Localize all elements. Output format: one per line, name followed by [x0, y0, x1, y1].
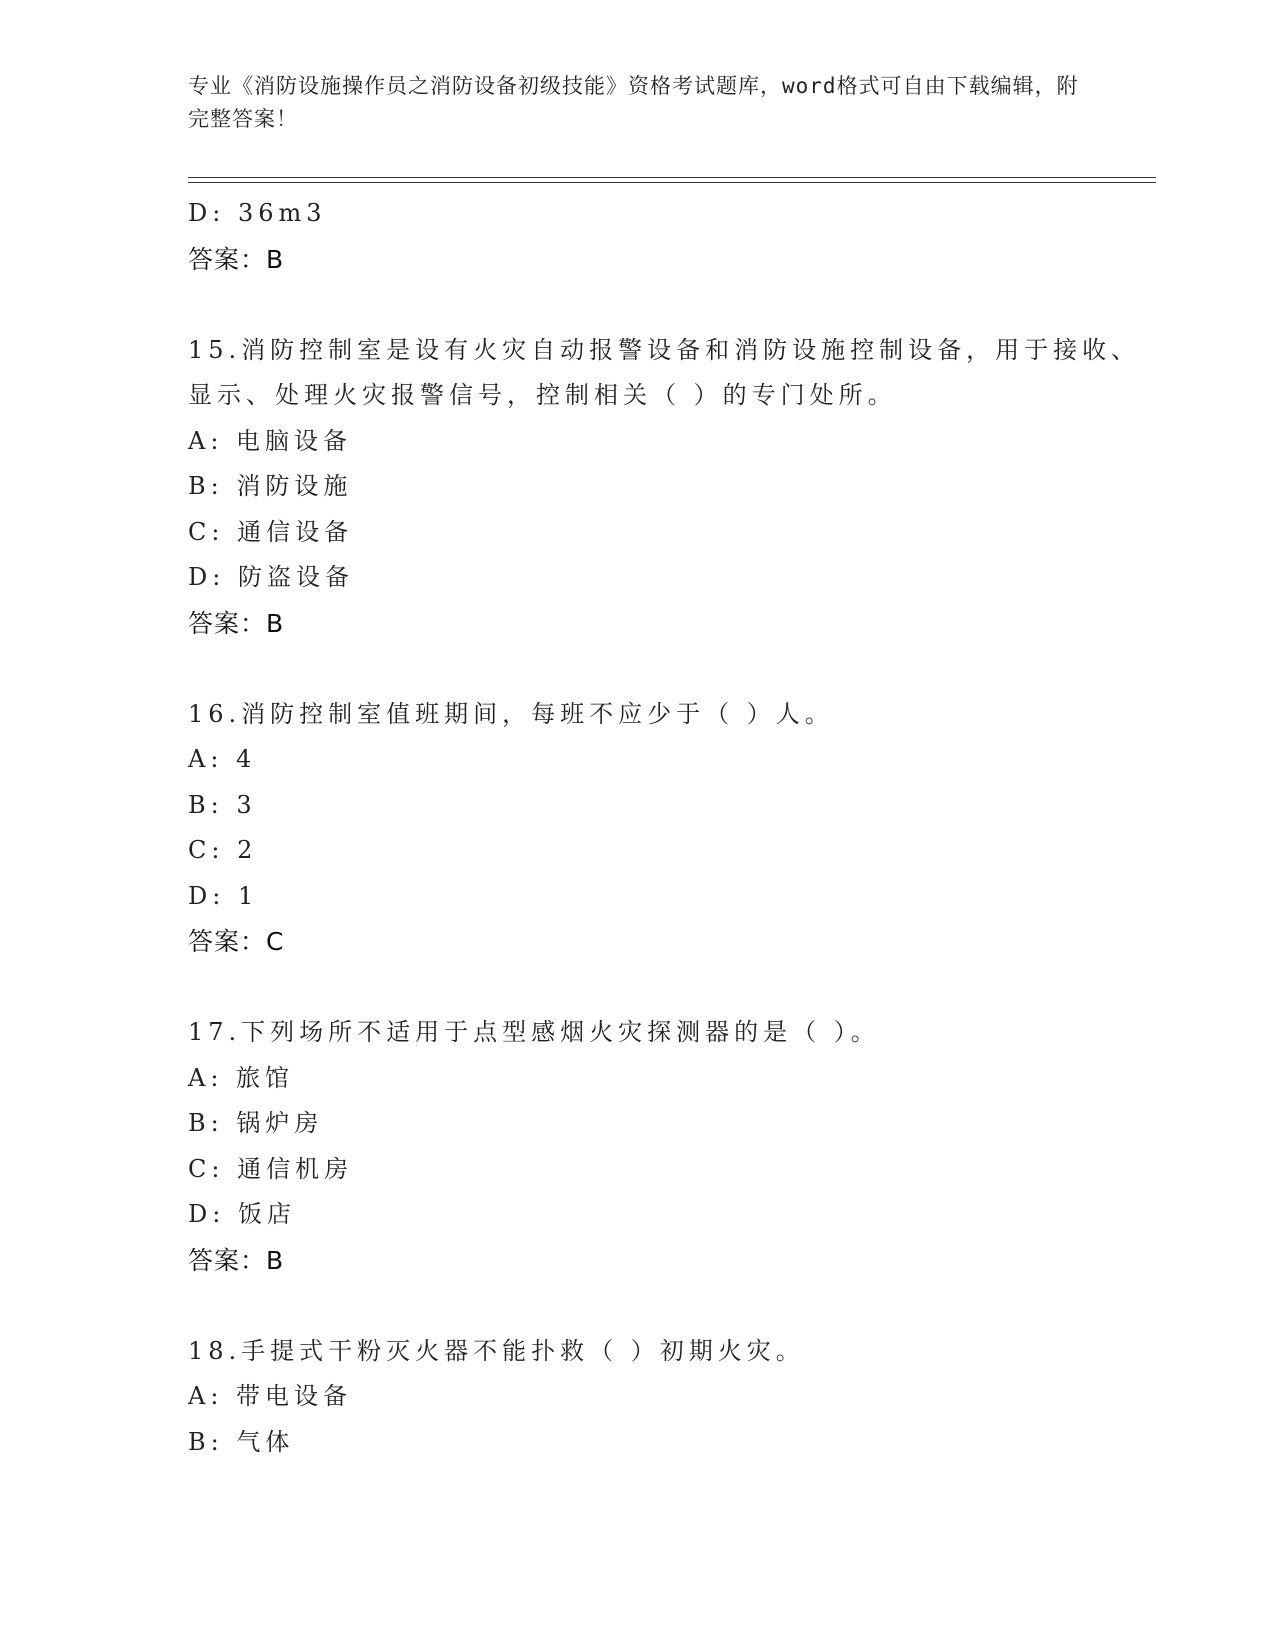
question-17-option-b: B: 锅炉房 — [188, 1109, 324, 1137]
document-header: 专业《消防设施操作员之消防设备初级技能》资格考试题库，word格式可自由下载编辑，附完整答案！ — [188, 74, 1079, 131]
question-17-option-a: A: 旅馆 — [188, 1063, 295, 1092]
question-15-stem: 15.消防控制室是设有火灾自动报警设备和消防设施控制设备，用于接收、显示、处理火灾报警信号，控制相关（ ）的专门处所。 — [188, 335, 1141, 409]
question-16-option-b: B: 3 — [188, 790, 257, 819]
question-17-answer: 答案：B — [188, 1245, 285, 1275]
question-16-answer: 答案：C — [188, 927, 285, 956]
question-15-option-b: B: 消防设施 — [188, 472, 353, 500]
question-18-stem: 18.手提式干粉灭火器不能扑救（ ）初期火灾。 — [188, 1336, 805, 1365]
question-17-option-d: D: 饭店 — [188, 1200, 296, 1228]
question-list — [188, 191, 1156, 1465]
question-16-option-d: D: 1 — [188, 881, 259, 910]
question-16-stem: 16.消防控制室值班期间，每班不应少于（ ）人。 — [188, 699, 834, 728]
question-15-option-c: C: 通信设备 — [188, 517, 354, 546]
question-15-option-d: D: 防盗设备 — [188, 563, 354, 591]
question-18-option-b: B: 气体 — [188, 1427, 295, 1456]
question-15-answer: 答案：B — [188, 608, 285, 638]
header-divider-bottom — [188, 182, 1156, 183]
question-18-option-a: A: 带电设备 — [188, 1382, 353, 1410]
prev-option-d: D: 36m3 — [188, 199, 327, 227]
prev-answer: 答案：B — [188, 244, 285, 274]
question-17-stem: 17.下列场所不适用于点型感烟火灾探测器的是（ ）。 — [188, 1018, 880, 1046]
question-16-option-c: C: 2 — [188, 836, 258, 864]
header-divider-top — [188, 177, 1156, 178]
question-17-option-c: C: 通信机房 — [188, 1154, 354, 1183]
question-16-option-a: A: 4 — [188, 745, 257, 773]
question-15-option-a: A: 电脑设备 — [188, 426, 353, 455]
